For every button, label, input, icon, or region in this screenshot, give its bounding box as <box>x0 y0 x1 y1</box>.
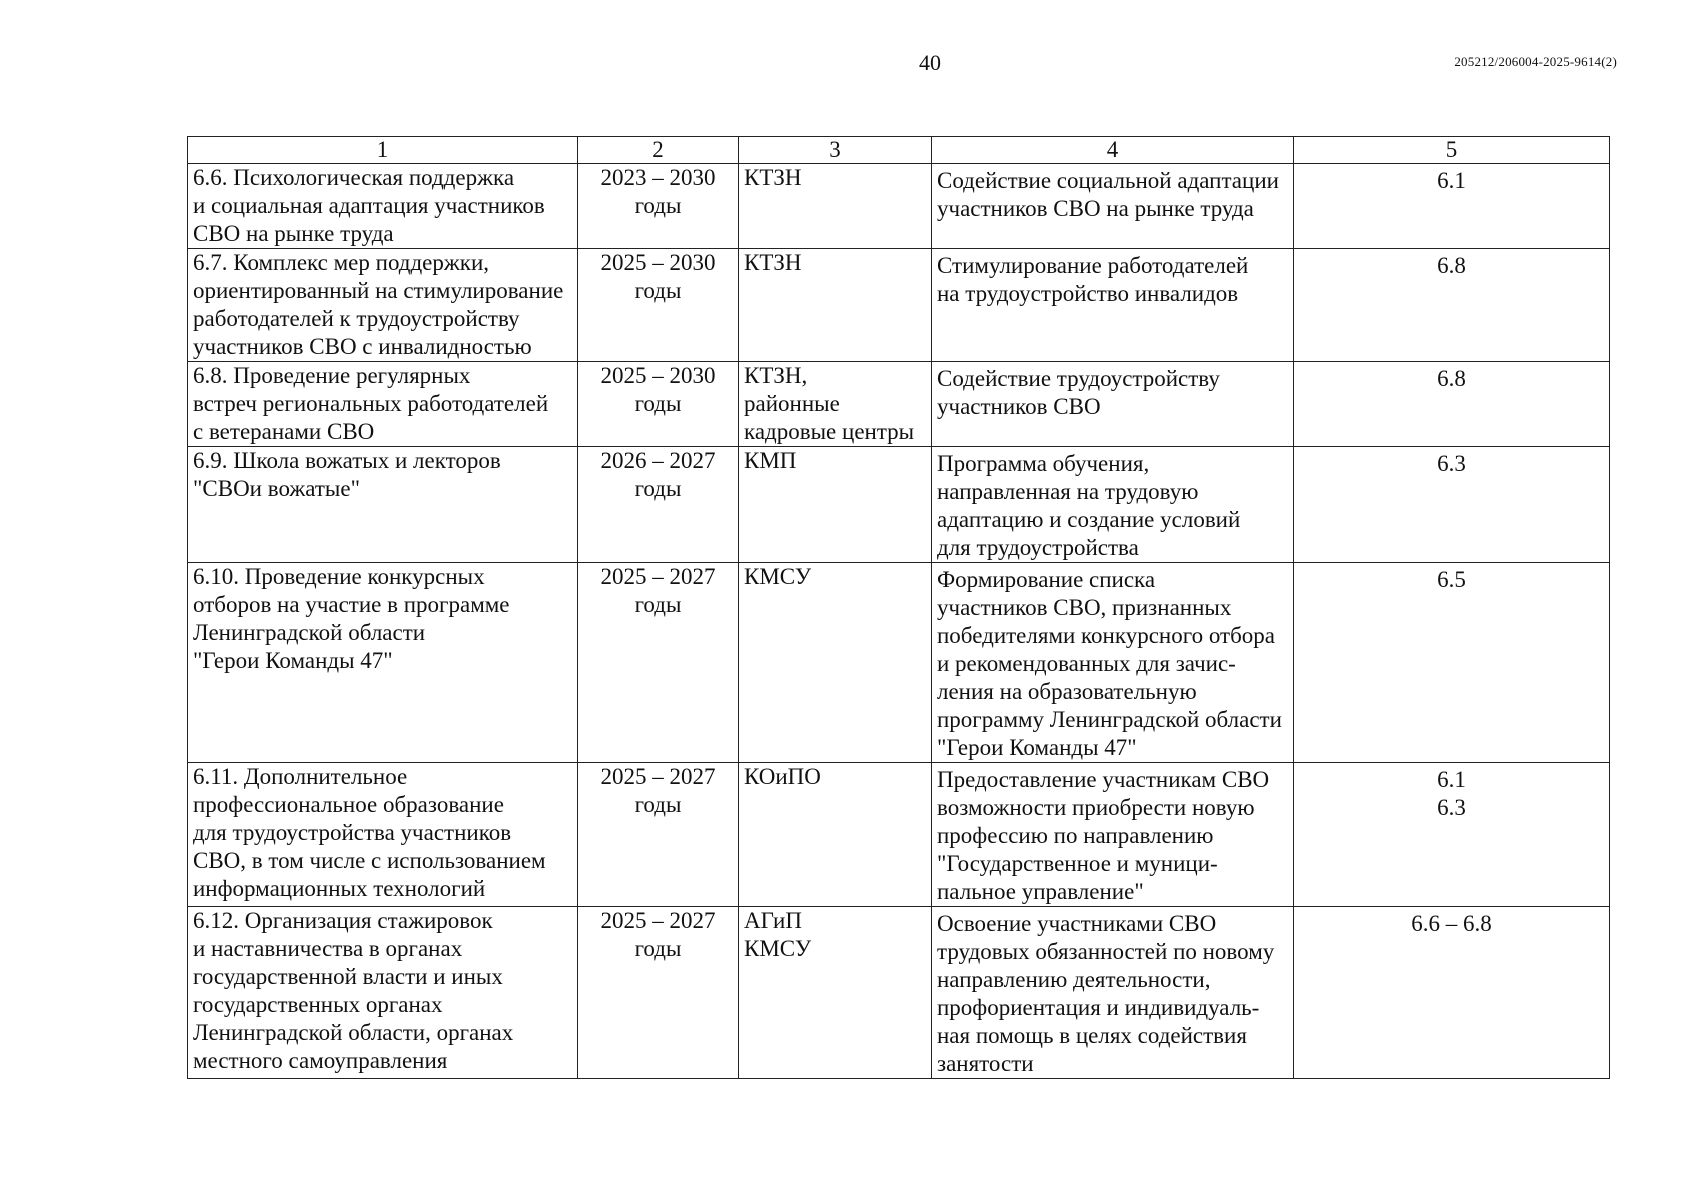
measure-cell: 6.7. Комплекс мер поддержки, ориентированный на стимулирование работодателей к трудоустройству участников СВО с инвалидностью <box>188 249 578 362</box>
table-row <box>188 362 1610 447</box>
document-code: 205212/206004-2025-9614(2) <box>1454 54 1617 69</box>
period-cell: 2025 – 2027 годы <box>578 763 739 907</box>
column-number-row <box>188 137 1610 164</box>
result-cell: Стимулирование работодателей на трудоустройство инвалидов <box>932 249 1294 362</box>
indicator-cell: 6.8 <box>1294 249 1610 362</box>
result-cell: Формирование списка участников СВО, признанных победителями конкурсного отбора и рекомендованных для зачис- ления на образовательную программу Ленинградской области "Герои Команды 47" <box>932 563 1294 763</box>
executor-cell: КТЗН, районные кадровые центры <box>739 362 932 447</box>
period-cell: 2026 – 2027 годы <box>578 447 739 563</box>
executor-cell: КМП <box>739 447 932 563</box>
table-row <box>188 164 1610 249</box>
table-row <box>188 763 1610 907</box>
period-cell: 2025 – 2027 годы <box>578 907 739 1079</box>
period-cell: 2025 – 2027 годы <box>578 563 739 763</box>
indicator-cell: 6.8 <box>1294 362 1610 447</box>
measure-cell: 6.11. Дополнительное профессиональное образование для трудоустройства участников СВО, в том числе с использованием информационных технологий <box>188 763 578 907</box>
executor-cell: КТЗН <box>739 164 932 249</box>
indicator-cell: 6.5 <box>1294 563 1610 763</box>
measures-table <box>187 136 1610 1079</box>
executor-cell: АГиП КМСУ <box>739 907 932 1079</box>
result-cell: Содействие трудоустройству участников СВО <box>932 362 1294 447</box>
indicator-cell: 6.1 6.3 <box>1294 763 1610 907</box>
indicator-cell: 6.6 – 6.8 <box>1294 907 1610 1079</box>
page-number: 40 <box>919 50 941 75</box>
measure-cell: 6.9. Школа вожатых и лекторов "СВОи вожатые" <box>188 447 578 563</box>
executor-cell: КМСУ <box>739 563 932 763</box>
column-header: 1 <box>188 137 578 164</box>
column-header: 5 <box>1294 137 1610 164</box>
result-cell: Содействие социальной адаптации участников СВО на рынке труда <box>932 164 1294 249</box>
executor-cell: КТЗН <box>739 249 932 362</box>
indicator-cell: 6.1 <box>1294 164 1610 249</box>
column-header: 3 <box>739 137 932 164</box>
indicator-cell: 6.3 <box>1294 447 1610 563</box>
table-row <box>188 447 1610 563</box>
table-row <box>188 249 1610 362</box>
table-row <box>188 563 1610 763</box>
measure-cell: 6.12. Организация стажировок и наставничества в органах государственной власти и иных государственных органах Ленинградской области, органах местного самоуправления <box>188 907 578 1079</box>
column-header: 4 <box>932 137 1294 164</box>
result-cell: Освоение участниками СВО трудовых обязанностей по новому направлению деятельности, профориентация и индивидуаль- ная помощь в целях содействия занятости <box>932 907 1294 1079</box>
period-cell: 2025 – 2030 годы <box>578 362 739 447</box>
period-cell: 2025 – 2030 годы <box>578 249 739 362</box>
result-cell: Предоставление участникам СВО возможности приобрести новую профессию по направлению "Государственное и муници- пальное управление" <box>932 763 1294 907</box>
executor-cell: КОиПО <box>739 763 932 907</box>
period-cell: 2023 – 2030 годы <box>578 164 739 249</box>
measure-cell: 6.6. Психологическая поддержка и социальная адаптация участников СВО на рынке труда <box>188 164 578 249</box>
column-header: 2 <box>578 137 739 164</box>
measure-cell: 6.10. Проведение конкурсных отборов на участие в программе Ленинградской области "Герои Команды 47" <box>188 563 578 763</box>
measure-cell: 6.8. Проведение регулярных встреч региональных работодателей с ветеранами СВО <box>188 362 578 447</box>
table-row <box>188 907 1610 1079</box>
result-cell: Программа обучения, направленная на трудовую адаптацию и создание условий для трудоустройства <box>932 447 1294 563</box>
